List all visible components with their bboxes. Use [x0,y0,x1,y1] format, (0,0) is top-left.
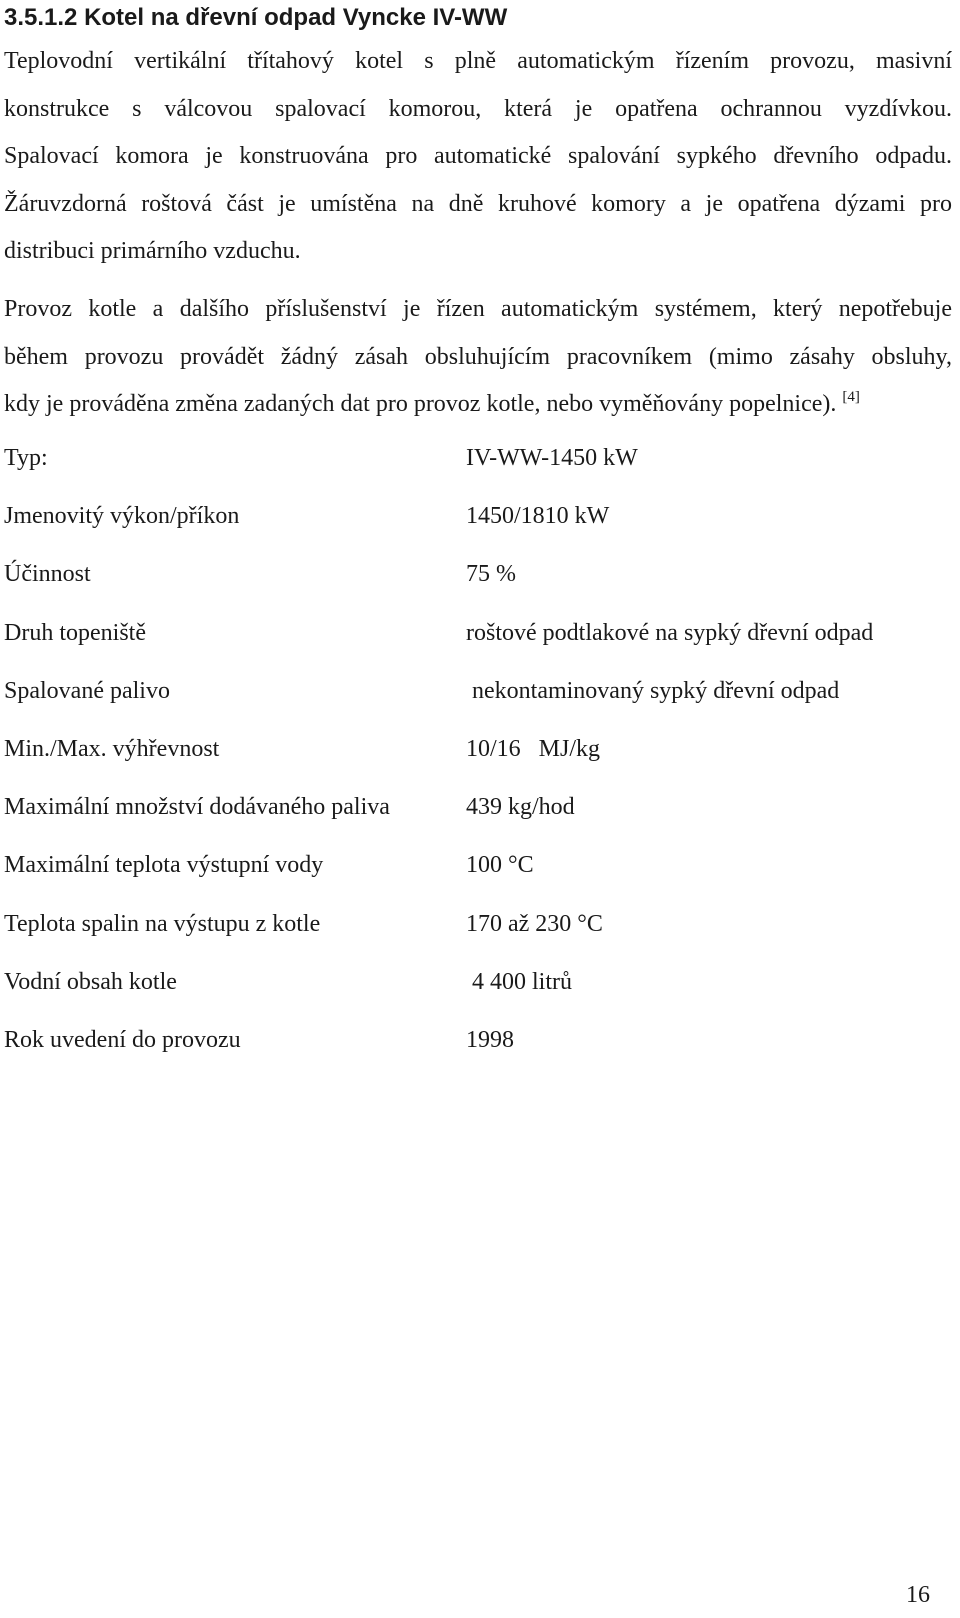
spec-label: Maximální teplota výstupní vody [4,852,324,878]
paragraph-line: konstrukce s válcovou spalovací komorou, která je opatřena ochrannou vyzdívkou. [4,95,952,122]
spec-label: Typ: [4,445,48,471]
page-number: 16 [906,1582,930,1608]
spec-value: 75 % [466,561,516,587]
spec-label: Druh topeniště [4,620,146,646]
spec-label: Jmenovitý výkon/příkon [4,503,240,529]
spec-label: Min./Max. výhřevnost [4,736,220,762]
spec-label: Teplota spalin na výstupu z kotle [4,911,321,937]
citation-reference: [4] [842,389,860,406]
paragraph-line: Spalovací komora je konstruována pro automatické spalování sypkého dřevního odpadu. [4,143,952,170]
spec-label: Spalované palivo [4,678,170,704]
spec-label: Maximální množství dodávaného paliva [4,794,390,820]
spec-value: 1450/1810 kW [466,503,610,529]
spec-value: 170 až 230 °C [466,911,603,937]
description-paragraph [4,38,952,276]
spec-value: nekontaminovaný sypký dřevní odpad [466,678,840,704]
operation-paragraph [4,286,952,429]
paragraph-line: během provozu provádět žádný zásah obsluhujícím pracovníkem (mimo zásahy obsluhy, [4,343,952,370]
paragraph-line: distribuci primárního vzduchu. [4,238,301,265]
spec-label: Účinnost [4,561,91,587]
paragraph-line: Žáruvzdorná roštová část je umístěna na dně kruhové komory a je opatřena dýzami pro [4,190,952,217]
spec-value: 100 °C [466,852,534,878]
spec-label: Rok uvedení do provozu [4,1027,241,1053]
spec-value: 10/16 MJ/kg [466,736,601,762]
spec-value: 439 kg/hod [466,794,575,820]
paragraph-line-text: kdy je prováděna změna zadaných dat pro provoz kotle, nebo vyměňovány popelnice). [4,391,837,418]
section-heading: 3.5.1.2 Kotel na dřevní odpad Vyncke IV-WW [4,4,508,31]
spec-value: 1998 [466,1027,514,1053]
spec-value: 4 400 litrů [466,969,572,995]
paragraph-line-with-citation [4,381,952,429]
paragraph-line: Teplovodní vertikální třítahový kotel s plně automatickým řízením provozu, masivní [4,48,952,74]
paragraph-line: Provoz kotle a dalšího příslušenství je řízen automatickým systémem, který nepotřebuje [4,296,952,322]
spec-label: Vodní obsah kotle [4,969,177,995]
spec-value: IV-WW-1450 kW [466,445,638,471]
spec-value: roštové podtlakové na sypký dřevní odpad [466,620,874,646]
